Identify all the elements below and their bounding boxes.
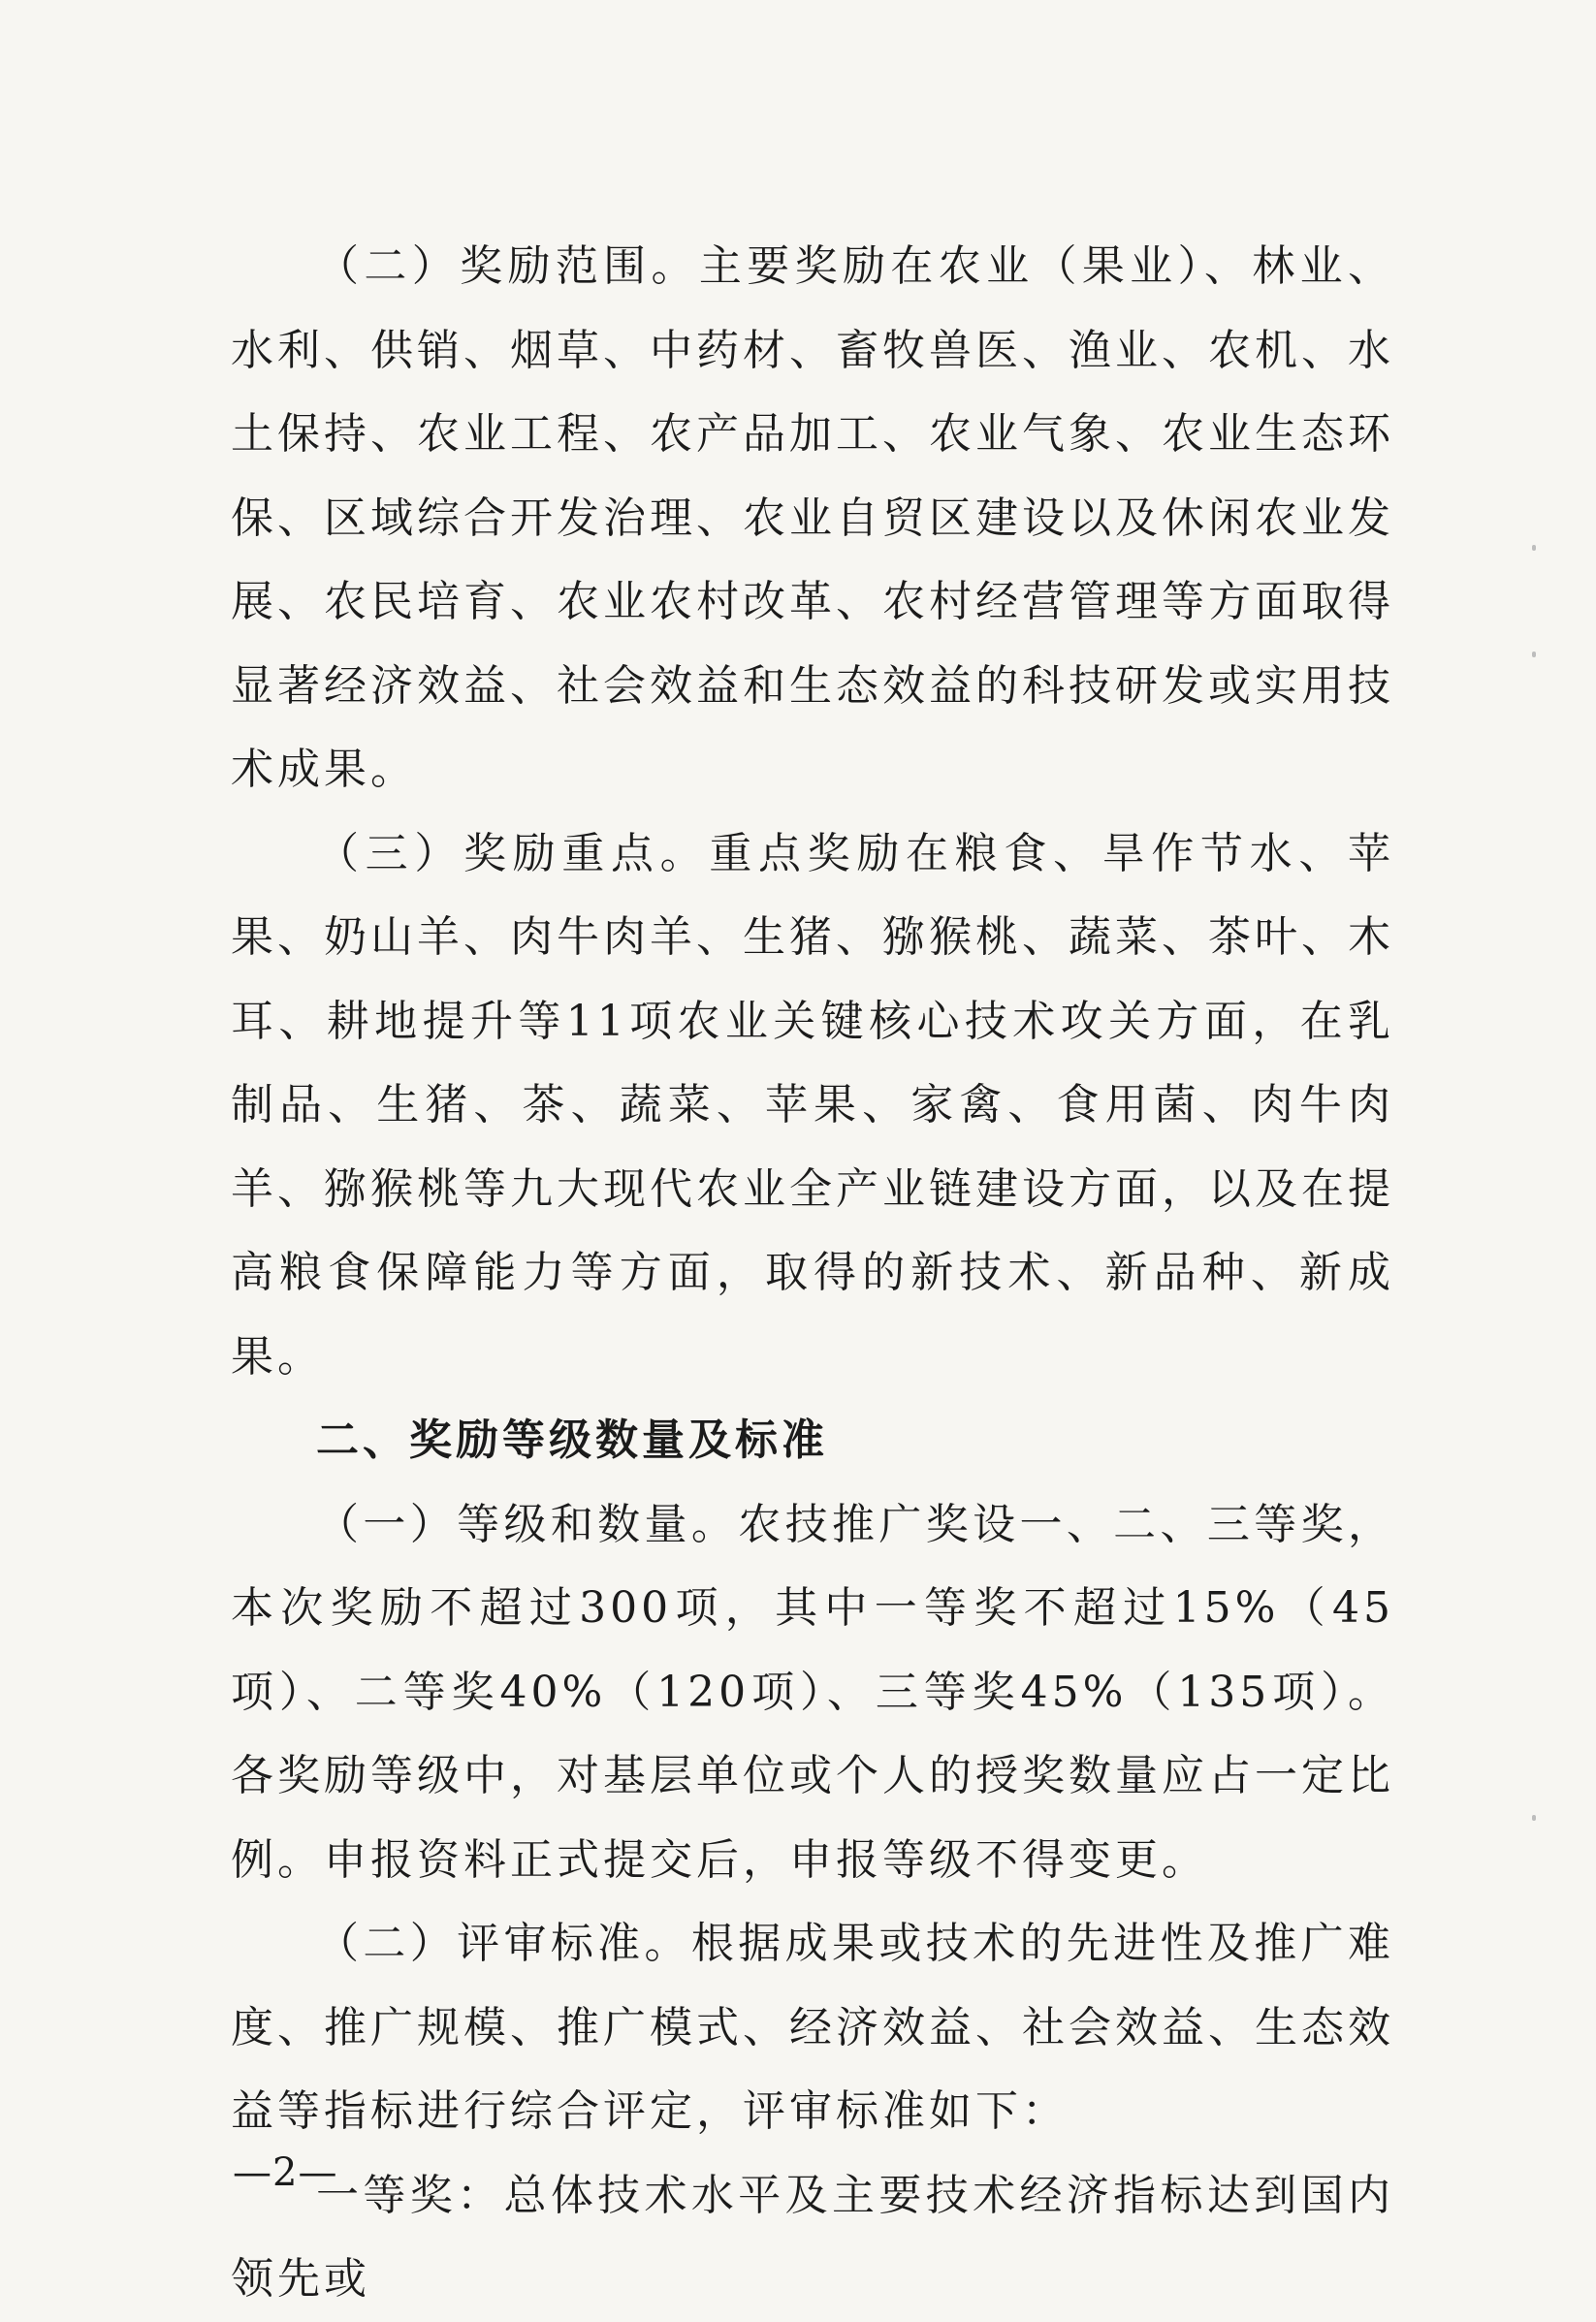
paragraph-first-prize: 一等奖：总体技术水平及主要技术经济指标达到国内领先或 — [231, 2170, 1394, 2304]
scan-speck-mark — [1532, 652, 1536, 657]
paragraph-levels-and-quantity: （一）等级和数量。农技推广奖设一、二、三等奖，本次奖励不超过300项，其中一等奖不超过15%（45项）、二等奖40%（120项）、三等奖45%（135项）。各奖励等级中，对基层单位或个人的授奖数量应占一定比例。申报资料正式提交后，申报等级不得变更。 — [231, 1499, 1394, 1885]
scan-speck-mark — [1532, 1815, 1536, 1821]
document-body — [231, 225, 1394, 2322]
paragraph-award-scope: （二）奖励范围。主要奖励在农业（果业）、林业、水利、供销、烟草、中药材、畜牧兽医、渔业、农机、水土保持、农业工程、农产品加工、农业气象、农业生态环保、区域综合开发治理、农业自贸区建设以及休闲农业发展、农民培育、农业农村改革、农村经营管理等方面取得显著经济效益、社会效益和生态效益的科技研发或实用技术成果。 — [231, 241, 1394, 794]
page-number: —2— — [233, 2150, 338, 2195]
section-heading-award-levels: 二、奖励等级数量及标准 — [316, 1415, 828, 1465]
paragraph-award-focus: （三）奖励重点。重点奖励在粮食、旱作节水、苹果、奶山羊、肉牛肉羊、生猪、猕猴桃、蔬菜、茶叶、木耳、耕地提升等11项农业关键核心技术攻关方面，在乳制品、生猪、茶、蔬菜、苹果、家禽、食用菌、肉牛肉羊、猕猴桃等九大现代农业全产业链建设方面，以及在提高粮食保障能力等方面，取得的新技术、新品种、新成果。 — [231, 828, 1394, 1382]
scan-speck-mark — [1532, 545, 1536, 551]
paragraph-review-criteria: （二）评审标准。根据成果或技术的先进性及推广难度、推广规模、推广模式、经济效益、社会效益、生态效益等指标进行综合评定，评审标准如下： — [231, 1919, 1394, 2136]
